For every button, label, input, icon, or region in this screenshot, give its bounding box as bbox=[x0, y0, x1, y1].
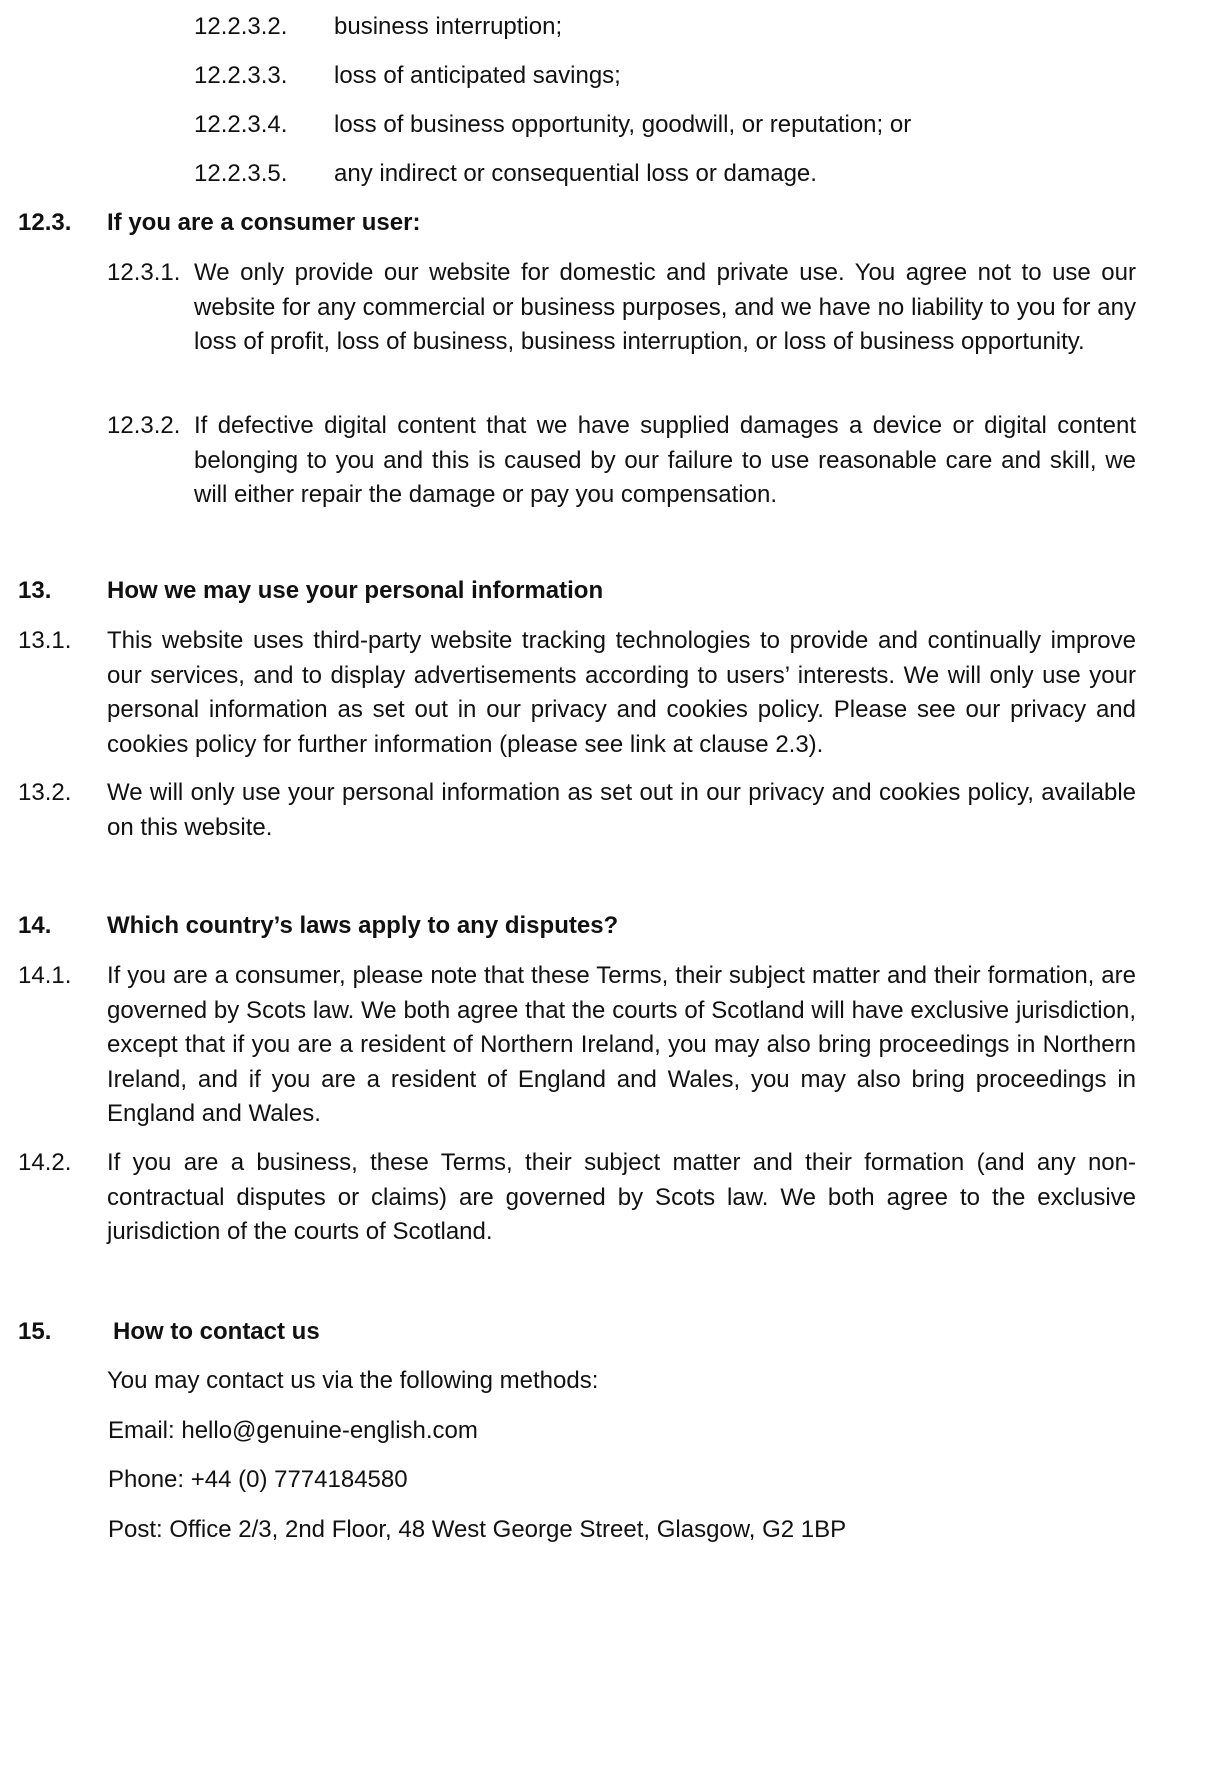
contact-phone: Phone: +44 (0) 7774184580 bbox=[108, 1466, 408, 1493]
section-heading: How to contact us bbox=[113, 1318, 320, 1345]
clause-text: loss of anticipated savings; bbox=[334, 62, 621, 89]
clause-number: 12.3.1. bbox=[107, 259, 181, 286]
clause-paragraph: This website uses third-party website tracking technologies to provide and continually improve our services, and to display advertisements according to users’ interests. We will only use your personal information as set out in our privacy and cookies policy. Please see our privacy and cookies policy for further information (please see link at clause 2.3). bbox=[107, 627, 1136, 758]
contact-email: Email: hello@genuine-english.com bbox=[108, 1417, 478, 1444]
clause-number: 12.3.2. bbox=[107, 412, 181, 439]
clause-heading: If you are a consumer user: bbox=[107, 209, 421, 236]
clause-paragraph: We will only use your personal information as set out in our privacy and cookies policy, available on this website. bbox=[107, 779, 1136, 841]
clause-number: 13.2. bbox=[18, 779, 72, 806]
clause-paragraph: If defective digital content that we have supplied damages a device or digital content belonging to you and this is caused by our failure to use reasonable care and skill, we will either repair the damage or pay you compensation. bbox=[194, 412, 1136, 509]
clause-number: 12.2.3.3. bbox=[194, 62, 288, 89]
section-number: 14. bbox=[18, 912, 52, 939]
section-number: 13. bbox=[18, 577, 52, 604]
section-heading: How we may use your personal information bbox=[107, 577, 604, 604]
section-heading: Which country’s laws apply to any disputes? bbox=[107, 912, 619, 939]
clause-text: any indirect or consequential loss or damage. bbox=[334, 160, 817, 187]
contact-post: Post: Office 2/3, 2nd Floor, 48 West George Street, Glasgow, G2 1BP bbox=[108, 1516, 847, 1543]
clause-number: 12.3. bbox=[18, 209, 72, 236]
clause-text: loss of business opportunity, goodwill, or reputation; or bbox=[334, 111, 912, 138]
contact-intro: You may contact us via the following methods: bbox=[107, 1367, 599, 1394]
clause-paragraph: If you are a consumer, please note that these Terms, their subject matter and their formation, are governed by Scots law. We both agree that the courts of Scotland will have exclusive jurisdiction, except that if you are a resident of Northern Ireland, you may also bring proceedings in Northern Ireland, and if you are a resident of England and Wales, you may also bring proceedings in England and Wales. bbox=[107, 962, 1136, 1128]
clause-paragraph: We only provide our website for domestic and private use. You agree not to use our website for any commercial or business purposes, and we have no liability to you for any loss of profit, loss of business, business interruption, or loss of business opportunity. bbox=[194, 259, 1136, 356]
section-number: 15. bbox=[18, 1318, 52, 1345]
clause-number: 12.2.3.2. bbox=[194, 13, 288, 40]
clause-number: 14.2. bbox=[18, 1149, 72, 1176]
clause-number: 12.2.3.4. bbox=[194, 111, 288, 138]
clause-paragraph: If you are a business, these Terms, their subject matter and their formation (and any non-contractual disputes or claims) are governed by Scots law. We both agree to the exclusive jurisdiction of the courts of Scotland. bbox=[107, 1149, 1136, 1246]
clause-text: business interruption; bbox=[334, 13, 563, 40]
clause-number: 12.2.3.5. bbox=[194, 160, 288, 187]
clause-number: 14.1. bbox=[18, 962, 72, 989]
clause-number: 13.1. bbox=[18, 627, 72, 654]
